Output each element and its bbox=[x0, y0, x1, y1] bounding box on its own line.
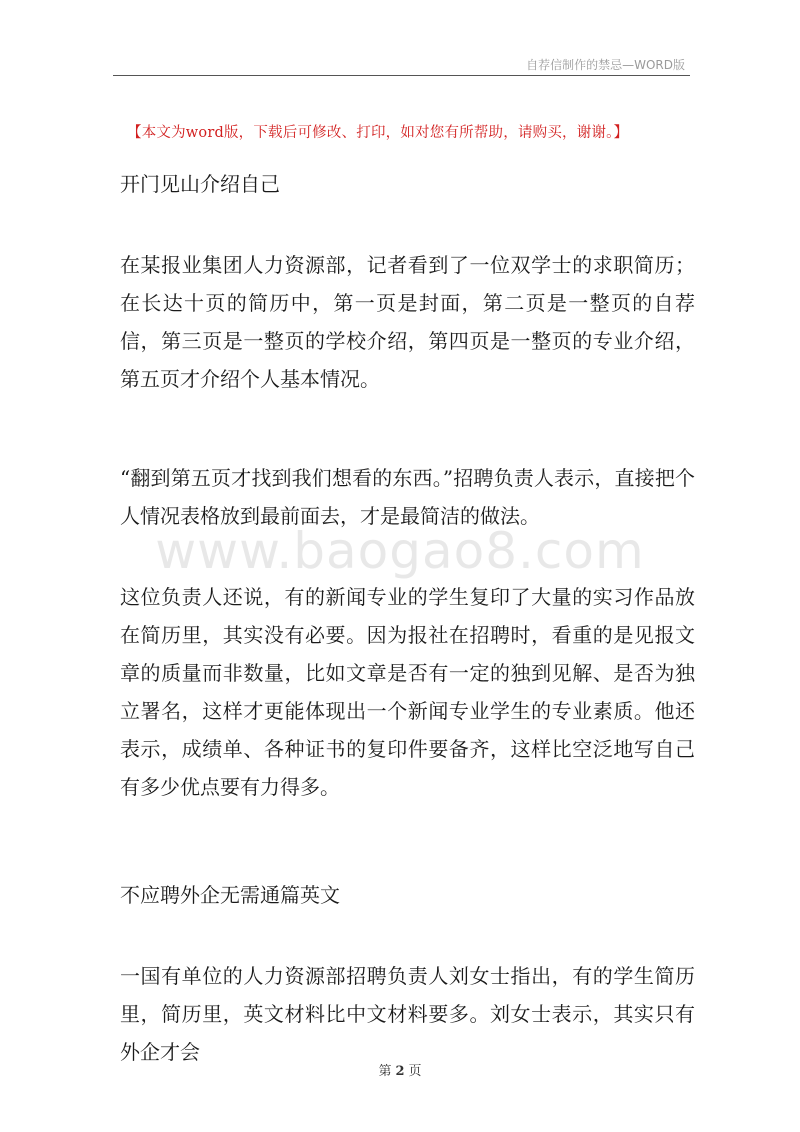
paragraph-2: “翻到第五页才找到我们想看的东西。”招聘负责人表示，直接把个人情况表格放到最前面去，才是最简洁的做法。 bbox=[120, 466, 695, 528]
page-prefix: 第 bbox=[378, 1064, 392, 1079]
section-heading-1: 开门见山介绍自己 bbox=[120, 172, 280, 196]
header-divider bbox=[113, 75, 690, 76]
page-footer bbox=[0, 1060, 800, 1079]
page-suffix: 页 bbox=[408, 1064, 422, 1079]
purchase-notice: 【本文为word版，下载后可修改、打印，如对您有所帮助，请购买，谢谢。】 bbox=[127, 125, 629, 141]
section-heading-2: 不应聘外企无需通篇英文 bbox=[120, 883, 340, 907]
paragraph-1: 在某报业集团人力资源部，记者看到了一位双学士的求职简历；在长达十页的简历中，第一页是封面，第二页是一整页的自荐信，第三页是一整页的学校介绍，第四页是一整页的专业介绍，第五页才介绍个人基本情况。 bbox=[120, 253, 695, 391]
watermark: www.baogao8.com bbox=[155, 522, 645, 580]
paragraph-4: 一国有单位的人力资源部招聘负责人刘女士指出，有的学生简历里，简历里，英文材料比中文材料要多。刘女士表示，其实只有外企才会 bbox=[120, 964, 695, 1064]
paragraph-3: 这位负责人还说，有的新闻专业的学生复印了大量的实习作品放在简历里，其实没有必要。因为报社在招聘时，看重的是见报文章的质量而非数量，比如文章是否有一定的独到见解、是否为独立署名，这样才更能体现出一个新闻专业学生的专业素质。他还表示，成绩单、各种证书的复印件要备齐，这样比空泛地写自己有多少优点要有力得多。 bbox=[120, 585, 695, 799]
page-number: 2 bbox=[395, 1064, 405, 1079]
header-title: 自荐信制作的禁忌—WORD版 bbox=[526, 58, 685, 72]
